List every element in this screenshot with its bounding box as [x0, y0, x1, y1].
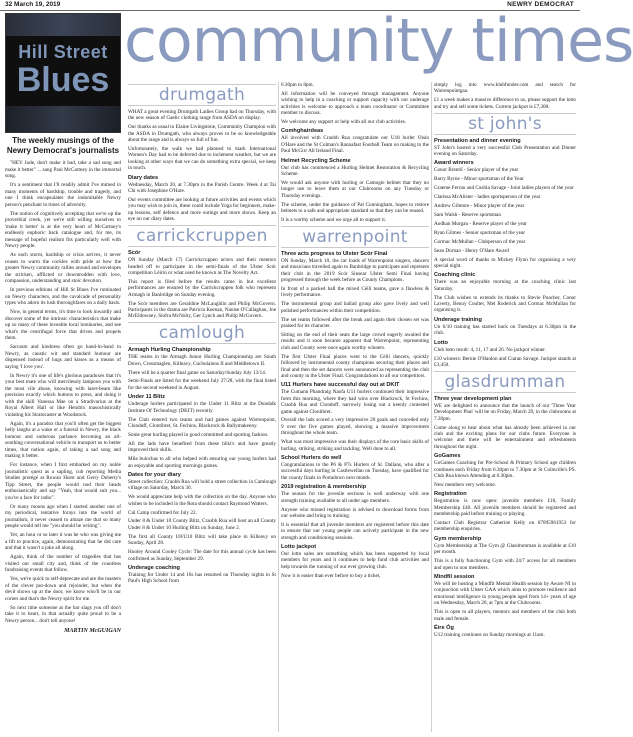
- paragraph: All involved with Craobh Rua congratulate our U18 hurler Oisín O'Hare and the St Colman's Rannafast Football Team on making to the Paul McGirr All Ireland Final.: [281, 135, 429, 155]
- paragraph: Unfortunately, the walk we had planned to mark International Women's Day had to be deferred due to inclement weather, but we are looking at other ways that we can do something extra special, we keep in touch.: [128, 146, 276, 172]
- column-logo: [5, 13, 121, 133]
- paragraph: Again, it's a paradox that you'll often get the biggest belly laughs at a wake or a funeral in Newry, the black humour and sudorous parlance becoming an all-soothing conversational vehicle to transport us to better times, that notion again, of taking a sad song and making it better.: [5, 420, 121, 459]
- article-body: [128, 572, 276, 585]
- paragraph: ST John's hosted a very successful Club Presentation and Dinner evening on Saturday.: [434, 144, 576, 158]
- paragraph: Hooley Around Cooley Cycle: The date for this annual cycle has been confirmed as Sunday, September 29.: [128, 549, 276, 562]
- paragraph: Cúl Camp confirmed for July 22.: [128, 509, 197, 516]
- paragraph: The set teams followed after the break and again their chosen set was praised for its character.: [281, 316, 429, 330]
- column-body: [5, 160, 121, 624]
- column-rule: [431, 82, 432, 732]
- article-body: [281, 258, 429, 379]
- paragraph: All the lads have benefited from these blitz's and have greatly improved their skills.: [128, 440, 276, 454]
- paragraph: Semi-Finals are listed for the weekend July 27/28, with the final listed for the second weekend in August.: [128, 378, 276, 391]
- subheading: Coaching clinic: [434, 272, 476, 279]
- paragraph: The first Ulster Final places went to the Céilí dancers, quickly followed by instrumental county champions securing their places and final and then the set dancers were announced as representing the club and county in the Ulster Final. Congratulations to all our competitors.: [281, 353, 429, 379]
- article-body: [434, 82, 576, 110]
- paragraph: Yet, an hour or so later it was he who was giving me a lift to practice, again, demonstrating that he did care and that it wasn't a joke all along.: [5, 532, 121, 551]
- article-body: [281, 491, 429, 541]
- paragraph: As each storm, hardship or crisis arrives, it never ceases to warm the cockles with pride at how the greater Newry community rallies around and envelopes the stricken, afflicted or downtrodden with love, compassion, understanding and stoic devotion.: [5, 252, 121, 284]
- paragraph: There was an enjoyable morning at the coaching clinic last Saturday.: [434, 279, 576, 292]
- paragraph: Conor Brentil - Senior player of the year: [434, 167, 519, 174]
- paragraph: Sam Walsh - Reserve sportsman: [434, 211, 501, 218]
- article-body: [281, 82, 429, 125]
- article-body: [434, 581, 576, 622]
- article-body: [128, 401, 276, 469]
- paragraph: The Cumann Phandraig Naofa U11 hurlers continued their impressive form this morning, where they had wins over Blackrock, St Fechins, Craobh Rua and Clonduff, narrowly losing out a keenly contested game against Clontibret.: [281, 389, 429, 415]
- article-body: [281, 135, 429, 154]
- paragraph: "HEY Jude, don't make it bad, take a sad song and make it better" ... sang Paul McCartney in the immortal song.: [5, 160, 121, 179]
- subheading: Helmet Recycling Scheme: [281, 157, 351, 164]
- subheading: School Hurlers do well: [281, 454, 342, 461]
- paragraph: Club lotto result: 4, 11, 17 and 26. No jackpot winner.: [434, 346, 546, 353]
- column-title-line-2: Blues: [16, 61, 110, 99]
- subheading: Dates for your diary: [128, 471, 181, 478]
- column-rule: [278, 82, 279, 732]
- paragraph: WE are delighted to announce that the launch of our 'Three Year Development Plan' will be on Friday, March 29, in the clubrooms at 7.30pm.: [434, 402, 576, 422]
- paragraph: Some great hurling played in good committed and sporting fashion.: [128, 431, 269, 438]
- paragraph: The Scór members are Geraldine McLaughlin and Philip McGovern. Participants in the drama are Patricia Keenan, Naoise O'Callaghan, Joe McEldowney, Siofra McNulty, Ger Lynch and Philip McGovern.: [128, 300, 276, 320]
- paragraph: WHAT a great evening Drumgath Ladies Group had on Thursday, with the new season of Gaelic clothing range from ASDA on display.: [128, 109, 276, 122]
- paragraph: A special word of thanks to Mickey Flynn for organising a very special night.: [434, 256, 576, 269]
- paragraph: Graeme Ferran and Cushla Savage - Joint ladies players of the year: [434, 185, 574, 192]
- paragraph: The Club entered two teams and had games against Warrenpoint, Clonduff, Clontibret, St. Fechins, Blackrock & Ballymakenny.: [128, 416, 276, 429]
- subheading: Comhghairdeas: [281, 128, 324, 135]
- paragraph: Yes, we're quick to self-deprecate and are the masters of the clever put-down and rejoinder, but when the devil shows up at the door, we know who'll be in our corner and that's the Newry spirit for me.: [5, 576, 121, 602]
- paragraph: Ryan Gilmes - Senior sportsman of the year: [434, 229, 525, 236]
- paragraph: Aodhan Morgan - Reserve player of the year: [434, 220, 527, 227]
- article-body: [434, 632, 576, 638]
- logo-photo-bottom: [6, 106, 120, 132]
- paragraph: Gym Membership at The Gym @ Glasdrumman is available at £10 per month.: [434, 542, 576, 556]
- paper-name: NEWRY DEMOCRAT: [507, 1, 574, 8]
- article-body: [128, 257, 276, 320]
- paragraph: Our club has commenced a Hurling Helmet Restoration & Recycling Scheme.: [281, 164, 429, 178]
- paragraph: Sarcasm and kindness often go hand-in-hand in Newry, as caustic wit and standard humour are dispensed instead of hugs and kisses as a means of saying 'I love you'.: [5, 344, 121, 370]
- subheading: Award winners: [434, 160, 474, 167]
- paragraph: ON Sunday (March 17) Carrickcruppen actors and their mentors headed off to participate in the semi-finals of the Ulster Scór competition Léiriú or what used be known as The Novelty Act.: [128, 257, 276, 276]
- paragraph: Or many moons ago when I started another one of my periodical, tentative forays into the world of journalism, it never ceased to amaze me that so many people would tell me "you should be writing".: [5, 503, 121, 529]
- paragraph: The Club wishes to extends its thanks to Stevie Poacher, Conor Laverty, Benny Coulter, Mel Roderick and Cormac McMullan for organising it.: [434, 294, 576, 314]
- paragraph: This is a fully functioning Gym with 24/7 access for all members and open to non members.: [434, 558, 576, 571]
- subheading: GoGames: [434, 453, 461, 460]
- masthead-title: community times: [124, 6, 633, 76]
- paragraph: New members very welcome.: [434, 481, 496, 488]
- paragraph: This report is filed before the results came in but excellent performances are ensured by the Carrickcruppen folk who represent Armagh in Banbridge on Sunday evening.: [128, 278, 276, 298]
- paragraph: There will be a quarter final game on Saturday/Sunday July 13/14.: [128, 369, 267, 376]
- subheading: Gym membership: [434, 535, 482, 542]
- logo-photo-top: [6, 14, 120, 36]
- article-body: [434, 167, 576, 269]
- column-1: [128, 82, 276, 734]
- paragraph: Come along to hear about what has already been achieved in our club and the exciting plans for our clubs future. Everyone is welcome and there will be entertainment and refreshments throughout the night.: [434, 424, 576, 450]
- subheading: Three acts progress to Ulster Scór Final: [281, 250, 388, 257]
- paragraph: We would ask anyone with hurling or Camogie helmet that they no longer use to leave them at our Clubrooms on any Tuesday or Thursday evenings.: [281, 179, 429, 199]
- article-body: [281, 389, 429, 452]
- sidebar-column: [5, 13, 121, 733]
- article-body: [281, 462, 429, 481]
- paragraph: Overall the lads scored a very impressive 20 goals and conceded only 9 over the five games played, showing a massive improvement throughout the whole team.: [281, 417, 429, 437]
- subheading: Presentation and dinner evening: [434, 137, 521, 144]
- subheading: Diary dates: [128, 174, 159, 181]
- paragraph: ON Sunday, March 10, the car loads of Warrenpoint singers, dancers and musicians travelled again to Banbridge to participate and represent their club in the 2019 Scór Sinsear Ulster Semi Final having progressed through the week before as County Champions.: [281, 257, 429, 284]
- paragraph: GoGames Coaching for Pre-School & Primary School age children continues each Friday from 6.30pm to 7.30pm at St Colmcille's PS. Club Rua knows Attending at 6.30pm.: [434, 460, 576, 480]
- article-body: [434, 498, 576, 533]
- column-3: [434, 82, 576, 734]
- paragraph: The first all County U8/U10 Blitz will take place in Killeavy on Sunday, April 28.: [128, 533, 276, 547]
- paragraph: The season for the juvenile sections is well underway with one strength training available to all under age members.: [281, 491, 429, 504]
- subheading: Éire Óg: [434, 624, 454, 631]
- paragraph: In front of a packed hall the mixed Céilí teams, gave a flawless & lively performance.: [281, 286, 429, 299]
- subheading: U11 Hurlers have successful day out at DKIT: [281, 382, 400, 389]
- article-body: [128, 479, 276, 562]
- article-body: [128, 354, 276, 391]
- article-body: [434, 460, 576, 488]
- paragraph: Barry Byrne - Minor sportsman of the Year: [434, 176, 524, 183]
- paragraph: Under 8 & Under 10 County Blitz, Craobh Rua will host an all County Under 8 & Under 10 Hurling Blitz on Sunday, June 2.: [128, 518, 276, 531]
- article-body: [434, 543, 576, 571]
- paragraph: Un 6/10 training has started back on Tuesdays at 6.30pm in the club.: [434, 323, 576, 337]
- paragraph: For instance, when I first embarked on my noble journalistic quest as a sapling, cub reporting Media Studies protégé at Rowan Hurst and Gerry Doherty's Tipp Street, the people would nod their heads enthusiastically and say "Yeah, that would suit you... you've a face for radio".: [5, 462, 121, 501]
- subheading: Mindfil session: [434, 574, 475, 580]
- paragraph: So next time someone at the bar slags you off don't take it to heart, in that actually quite proud to be a Newry person... don't tell anyone!: [5, 604, 121, 624]
- subheading: Lotto: [434, 339, 448, 346]
- subheading: 2019 registration & membership: [281, 484, 367, 491]
- subheading: Underage coaching: [128, 564, 180, 571]
- subheading: Armagh Hurling Championship: [128, 347, 211, 354]
- paragraph: Now, in general terms, it's time to look inwardly and discover some of the intrinsic characteristics that make up so many of these loveable local luminaries, and see what's the centrifugal force that drives and propels them.: [5, 309, 121, 341]
- column-title-line-1: Hill Street: [18, 42, 108, 62]
- paragraph: Sean Dornan - Henry O'Hare Award: [434, 247, 509, 254]
- paragraph: U12 training continues on Sunday mornings at 11am.: [434, 631, 545, 638]
- article-body: [281, 165, 429, 224]
- subheading: Three year development plan: [434, 395, 512, 402]
- page-date: 32 March 19, 2019: [5, 1, 61, 8]
- article-body: [434, 279, 576, 314]
- paragraph: simply log into www.klubfunder.com and search for Warrenpointgaa.: [434, 82, 576, 95]
- paragraph: We would appreciate help with the collection on the day. Anyone who wishes to be included in the Rota should contact Raymond Watters.: [128, 494, 276, 507]
- paragraph: Clarissa McAlister - ladies sportsperson of the year: [434, 194, 541, 201]
- paragraph: This is open to all players, mentors and members of the club both male and female.: [434, 609, 576, 622]
- section-heading: drumgath: [128, 84, 276, 106]
- paragraph: Our lotto sales are something which has been supported by local members for years and it continues to help fund club activities and help towards the running of our ever growing club.: [281, 551, 429, 570]
- paragraph: In Newry it's one of life's glorious paradoxes that it's your best mate who will mercilessly lampoon you with the most vile abuse, knowing with laser-beam like precision exactly which buttons to press, and doing it with the skill Vanessa Mae on a Stradivarius at the Royal Albert Hall or like Hendrix masochistically violating his Stratocaster at Woodstock.: [5, 372, 121, 418]
- section-heading: st john's: [434, 113, 576, 135]
- paragraph: Wednesday, March 20, at 7.30pm in the Parish Centre. Week 4 at Tai Chi with Josephine O'Hare.: [128, 181, 276, 195]
- paragraph: Our thanks as usual to Elaine Livingstone, Community Champion with the ASDA in Drumgath, who always proves to be so knowledgeable about the range and is always so full of fun.: [128, 124, 276, 144]
- paragraph: Congratulations to the P6 & P7s Hurlers of St. Dallans, who after a successful days hurling in Castlewellan on Tuesday, have qualified for the county finals in Portadown next month.: [281, 461, 429, 481]
- paragraph: Underage hurlers participated in the Under 11 Blitz at the Dundalk Institute Of Technology (DKIT) recently.: [128, 401, 276, 414]
- paragraph: All information will be conveyed through management. Anyone wishing to help in a coaching or support capacity with our underage activities is welcome to approach a team coordinator or Committee member to discuss.: [281, 90, 429, 117]
- section-heading: glasdrumman: [434, 371, 576, 393]
- subheading: Registration: [434, 491, 467, 498]
- paragraph: Street collection: Craobh Rua will hold a street collection in Camlough village on Saturday, March 30.: [128, 478, 276, 492]
- paragraph: We welcome any support or help with all our club activities.: [281, 119, 407, 126]
- article-body: [434, 145, 576, 158]
- paragraph: Andrew Gilmore - Minor player of the year: [434, 203, 525, 210]
- section-heading: camlough: [128, 322, 276, 344]
- paragraph: Our events committee are looking at future activities and events which you may wish to join in, these could include Yoga for beginners, make-up lessons, self defence and more outings and more shows. Keep an eye on our diary dates.: [128, 196, 276, 223]
- paragraph: Sitting on the end of their seats the large crowd eagerly awaited the results and it soon became apparent that Warrenpoint, representing club and County were once again worthy winners.: [281, 331, 429, 351]
- paragraph: It is a worthy scheme and we urge all to support it.: [281, 217, 387, 223]
- paragraph: In previous editions of Hill St Blues I've ruminated on Newry characters, and the cavalcade of personality types who adorn its lush thoroughfares on a daily basis.: [5, 287, 121, 306]
- paragraph: Anyone who missed registration is advised to download forms from our website and bring to training.: [281, 506, 429, 519]
- article-body: [434, 324, 576, 337]
- paragraph: It is essential that all juvenile members are registered before this date to ensure that our young people can actively participate in the new strength and conditioning sessions.: [281, 521, 429, 541]
- article-body: [434, 347, 576, 369]
- article-body: [434, 403, 576, 450]
- paragraph: THE teams in the Armagh Junior Hurling Championship are South Down, Crossmaglen, Killeavy, Cuchulainns II and Middletown II.: [128, 354, 276, 367]
- paragraph: We will be hosting a Mindfit Mental Health session by Aware NI in conjunction with Ulster GAA which aims to promote resilience and emotional intelligence in young people aged from 14+ years of age on Wednesday, March 20, at 7pm at the Clubrooms.: [434, 581, 576, 607]
- subheading: Under 11 Blitz: [128, 394, 165, 401]
- paragraph: Again, think of the number of tragedies that has visited our small city and, think of the countless fundraising events that follow.: [5, 554, 121, 573]
- paragraph: It's a sentiment that I'll readily admit I've mimed in many moments of hardship, trouble and tragedy, and one I think encapsulates the indomitable Newry person's penchant in times of adversity.: [5, 182, 121, 208]
- article-body: [281, 551, 429, 579]
- section-heading: carrickcruppen: [128, 225, 276, 247]
- subheading: Underage training: [434, 316, 482, 323]
- column-subtitle: The weekly musings of the Newry Democrat's journalists: [6, 136, 120, 155]
- paragraph: Registration is now open: juvenile members £10, Family Membership £40. All juvenile members should be registered and membership paid before training or playing.: [434, 498, 576, 518]
- column-2: [281, 82, 429, 734]
- paragraph: 6.30pm to 8pm.: [281, 82, 314, 88]
- article-body: [128, 182, 276, 223]
- paragraph: Training for Under 14 and 16s has resumed on Thursday nights in St Paul's High School from: [128, 571, 276, 585]
- subheading: Scór: [128, 250, 141, 257]
- paragraph: The instrumental group and ballad group also gave lively and well polished performances within their competition.: [281, 301, 429, 314]
- paragraph: The scheme, under the guidance of Pat Cunningham, hopes to restore helmets to a safe and appropriate standard so that they can be reused.: [281, 201, 429, 215]
- paragraph: Now it is easier than ever before to buy a ticket,: [281, 572, 381, 579]
- paragraph: The notion of cognitively accepting that we're up the proverbial creek, yet we're still willing ourselves to 'make it better' is at the very heart of McCartney's endlessly euphoric back catalogue and, for me, its message of hopeful realism fits particularly well with Newry people.: [5, 210, 121, 249]
- paragraph: £1 a week makes a massive difference to us, please support the lotto and try and sell some tickets. Current jackpot is £7,300.: [434, 97, 576, 110]
- section-heading: warrenpoint: [281, 226, 429, 248]
- paragraph: What was most impressive was their displays of the core basic skills of hurling, striking, striking and tackling. Well done to all.: [281, 439, 429, 452]
- paragraph: Mile buíochas to all who helped with ensuring our young hurlers had an enjoyable and sporting mornings games.: [128, 456, 276, 469]
- masthead: [124, 6, 633, 79]
- paragraph: Contact Club Registrar Catherine Kelly on 07895961953 for membership enquiries.: [434, 520, 576, 533]
- paragraph: Cormac McMullan - Clubperson of the year: [434, 238, 526, 245]
- paragraph: £10 winners: Bernie O'Hanlon and Ciaran Savage. Jackpot stands at £3,450.: [434, 355, 576, 368]
- subheading: Lotto jackpot: [281, 544, 317, 551]
- column-signature: MARTIN McGUIGAN: [64, 628, 121, 634]
- article-body: [128, 109, 276, 172]
